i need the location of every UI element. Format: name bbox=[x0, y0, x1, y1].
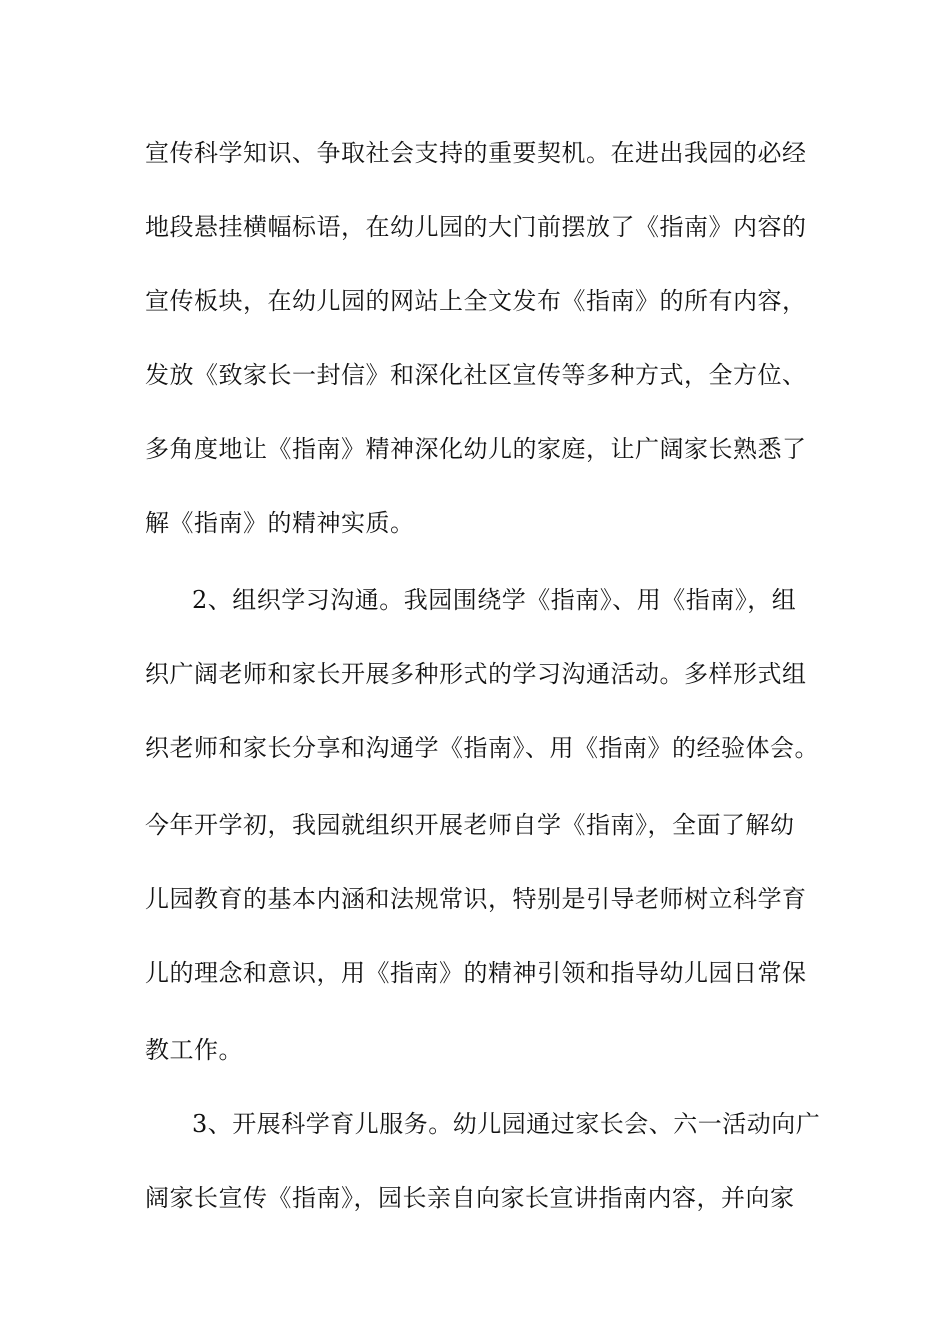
paragraph-3-start: 3、开展科学育儿服务。幼儿园通过家长会、六一活动向广 bbox=[192, 1110, 821, 1138]
text-line-4: 发放《致家长一封信》和深化社区宣传等多种方式，全方位、 bbox=[145, 361, 807, 389]
paragraph-2-start: 2、组织学习沟通。我园围绕学《指南》、用《指南》，组 bbox=[192, 586, 797, 614]
text-line-15: 阔家长宣传《指南》，园长亲自向家长宣讲指南内容，并向家 bbox=[145, 1184, 795, 1212]
text-line-11: 儿园教育的基本内涵和法规常识，特别是引导老师树立科学育 bbox=[145, 885, 807, 913]
text-line-13: 教工作。 bbox=[145, 1036, 243, 1064]
text-line-5: 多角度地让《指南》精神深化幼儿的家庭，让广阔家长熟悉了 bbox=[145, 435, 807, 463]
text-line-8: 织广阔老师和家长开展多种形式的学习沟通活动。多样形式组 bbox=[145, 660, 807, 688]
text-line-2: 地段悬挂横幅标语，在幼儿园的大门前摆放了《指南》内容的 bbox=[145, 213, 807, 241]
text-line-12: 儿的理念和意识，用《指南》的精神引领和指导幼儿园日常保 bbox=[145, 959, 807, 987]
text-line-1: 宣传科学知识、争取社会支持的重要契机。在进出我园的必经 bbox=[145, 139, 807, 167]
text-line-9: 织老师和家长分享和沟通学《指南》、用《指南》的经验体会。 bbox=[145, 734, 819, 762]
text-line-3: 宣传板块，在幼儿园的网站上全文发布《指南》的所有内容， bbox=[145, 287, 807, 315]
text-line-6: 解《指南》的精神实质。 bbox=[145, 509, 415, 537]
text-line-10: 今年开学初，我园就组织开展老师自学《指南》，全面了解幼 bbox=[145, 811, 795, 839]
